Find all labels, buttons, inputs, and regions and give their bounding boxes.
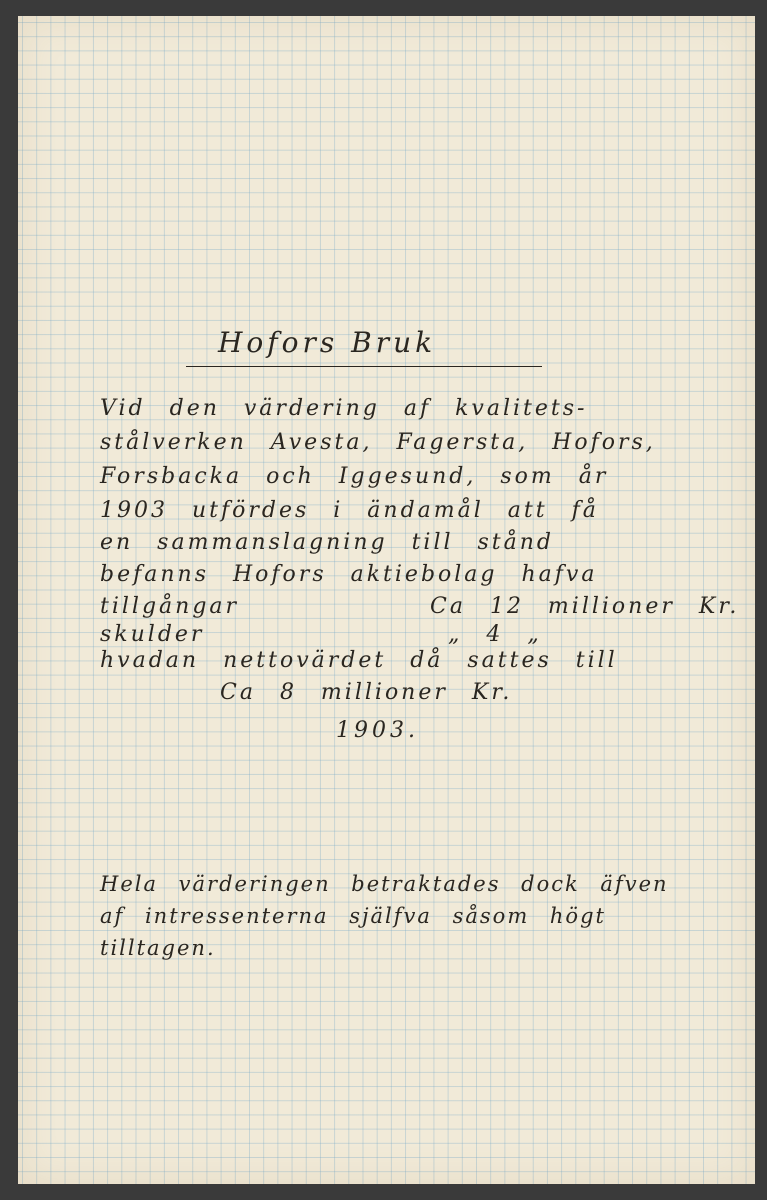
body-line-2: stålverken Avesta, Fagersta, Hofors, [100,430,656,455]
body-line-4: 1903 utfördes i ändamål att få [100,498,599,523]
body-line-5: en sammanslagning till stånd [100,530,555,555]
debts-value: „ 4 „ [448,622,542,647]
net-value-line: hvadan nettovärdet då sattes till [100,648,618,673]
net-value-amount: Ca 8 millioner Kr. [220,680,513,705]
page-title: Hofors Bruk [218,326,437,359]
body-line-3: Forsbacka och Iggesund, som år [100,464,609,489]
body-line-6: befanns Hofors aktiebolag hafva [100,562,598,587]
manuscript-page [18,16,755,1184]
debts-label: skulder [100,622,205,647]
note-line-3: tilltagen. [100,936,216,960]
note-line-2: af intressenterna själfva såsom högt [100,904,606,928]
body-line-1: Vid den värdering af kvalitets- [100,396,588,421]
assets-label: tillgångar [100,594,240,619]
assets-value: Ca 12 millioner Kr. [430,594,740,619]
title-underline [186,366,542,367]
note-line-1: Hela värderingen betraktades dock äfven [100,872,669,896]
year-label: 1903. [336,718,419,743]
